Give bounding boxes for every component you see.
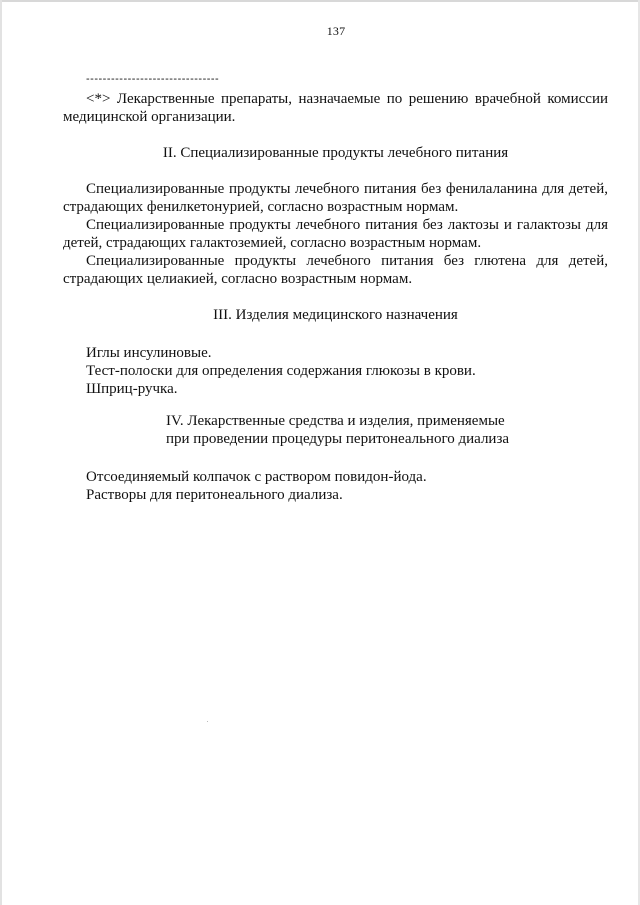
scan-left-edge <box>0 0 2 905</box>
scan-top-edge <box>0 0 640 2</box>
section-4-item: Растворы для перитонеального диализа. <box>86 487 343 503</box>
section-4-item: Отсоединяемый колпачок с раствором повидон-йода. <box>86 469 427 485</box>
section-4-heading-line-2: при проведении процедуры перитонеального диализа <box>166 431 510 447</box>
scan-speck <box>207 721 208 722</box>
section-2-item: Специализированные продукты лечебного питания без фенилаланина для детей, страдающих фенилкетонурией, согласно возрастным нормам. <box>63 181 608 215</box>
footnote-separator: -------------------------------- <box>86 73 220 85</box>
section-3-item: Тест-полоски для определения содержания глюкозы в крови. <box>86 363 476 379</box>
section-3-item: Иглы инсулиновые. <box>86 345 212 361</box>
section-2-item: Специализированные продукты лечебного питания без лактозы и галактозы для детей, страдающих галактоземией, согласно возрастным нормам. <box>63 217 608 251</box>
page-number: 137 <box>326 24 346 38</box>
section-3-heading: III. Изделия медицинского назначения <box>213 307 458 323</box>
section-3-item: Шприц-ручка. <box>86 381 178 397</box>
section-2-item: Специализированные продукты лечебного питания без глютена для детей, страдающих целиакией, согласно возрастным нормам. <box>63 253 608 287</box>
document-body <box>63 72 608 504</box>
section-2-heading: II. Специализированные продукты лечебного питания <box>162 145 509 161</box>
section-4-heading-line-1: IV. Лекарственные средства и изделия, применяемые <box>166 413 505 429</box>
footnote-text: <*> Лекарственные препараты, назначаемые по решению врачебной комиссии медицинской организации. <box>63 91 608 125</box>
